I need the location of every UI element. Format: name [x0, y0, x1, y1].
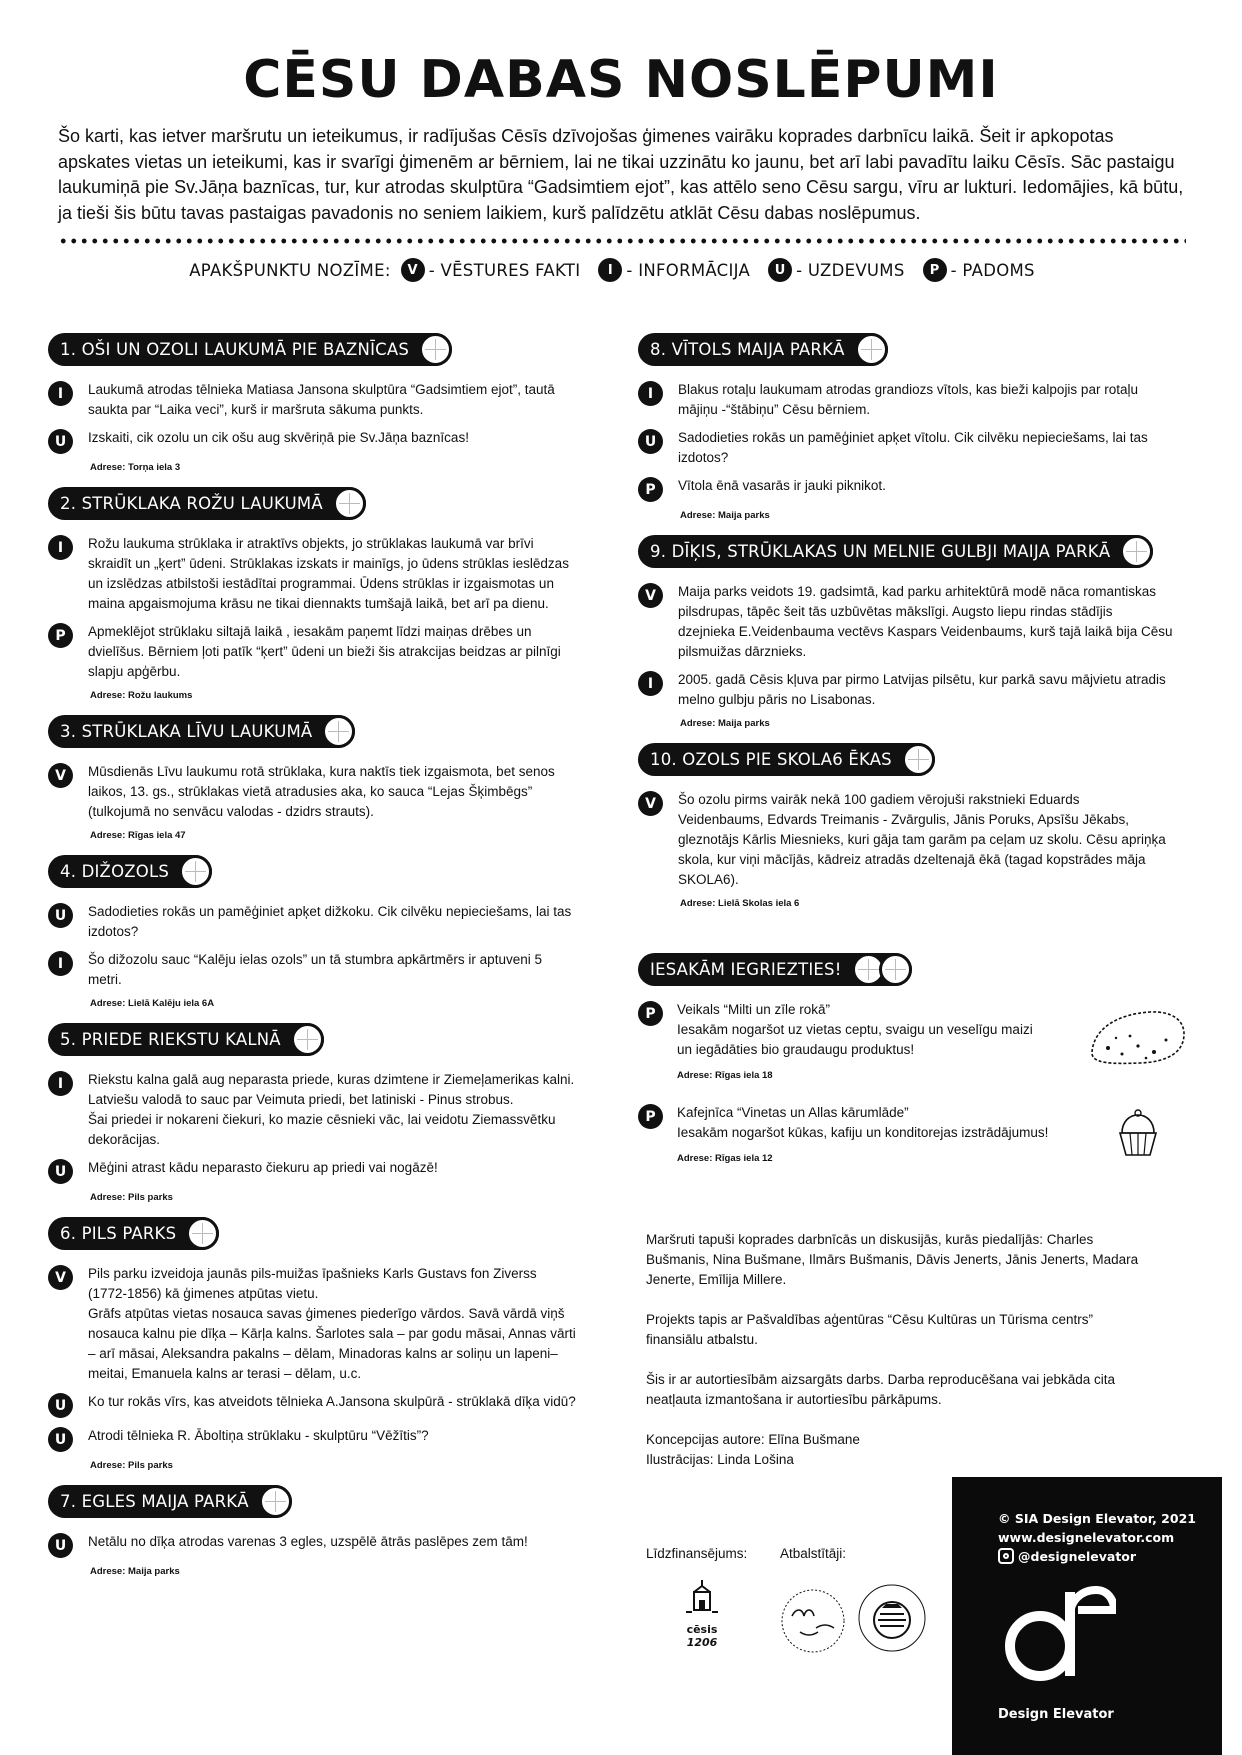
- v-badge-icon: V: [638, 791, 663, 816]
- entry: [48, 1070, 608, 1150]
- entry-text: Mūsdienās Līvu laukumu rotā strūklaka, kura naktīs tiek izgaismota, bet senos laikos, 13. gs., strūklakas vietā atradusies aka, ko sauca “Lejas Šķimbēgs” (tulkojumā no senvācu valodas - dzidrs strauts).: [88, 764, 555, 819]
- i-badge-icon: I: [638, 381, 663, 406]
- legend-text: - INFORMĀCIJA: [626, 260, 751, 280]
- crosshair-circle-icon: [291, 1023, 324, 1056]
- publisher-info: [998, 1509, 1196, 1566]
- entry: [638, 670, 1198, 710]
- entry-text: Sadodieties rokās un pamēģiniet apķet vītolu. Cik cilvēku nepieciešams, lai tas izdotos?: [678, 430, 1148, 465]
- intro-paragraph: Šo karti, kas ietver maršrutu un ieteikumus, ir radījušas Cēsīs dzīvojošas ģimenes vairāku koprades darbnīcu laikā. Šeit ir apkopotas apskates vietas un ieteikumi, kas ir svarīgi ģimenēm ar bērniem, lai ne tikai uzzinātu ko jaunu, bet arī labi pavadītu laiku Cēsīs. Sāc pastaigu laukumiņā pie Sv.Jāņa baznīcas, tur, kur atrodas skulptūra “Gadsimtiem ejot”, kas attēlo seno Cēsu sargu, vīru ar lukturi. Iedomājies, kā būtu, ja tieši šis būtu tavas pastaigas pavadonis no seniem laikiem, kurš palīdzētu atklāt Cēsu dabas noslēpumus.: [58, 126, 1184, 223]
- p-badge-icon: P: [638, 1001, 663, 1026]
- entry: [48, 428, 608, 454]
- entry: [638, 476, 1198, 502]
- section-5: [48, 1023, 608, 1203]
- cofinance-label: Līdzfinansējums:: [646, 1546, 748, 1561]
- section-1: [638, 333, 1198, 521]
- publisher-block: [952, 1477, 1222, 1755]
- section-title: 8. VĪTOLS MAIJA PARKĀ: [650, 340, 845, 359]
- entry-text: Izskaiti, cik ozolu un cik ošu aug skvēriņā pie Sv.Jāņa baznīcas!: [88, 430, 469, 445]
- section-heading: [48, 855, 212, 888]
- entry-text: Veikals “Milti un zīle rokā” Iesakām nogaršot uz vietas ceptu, svaigu un veselīgu maizi un iegādāties bio graudaugu produktus!: [677, 1002, 1033, 1057]
- crosshair-circle-icon: [322, 715, 355, 748]
- bread-illustration-icon: [1088, 1008, 1188, 1066]
- u-badge-icon: U: [768, 258, 792, 282]
- legend: [0, 258, 1242, 282]
- entry: [638, 380, 1198, 420]
- address: Adrese: Lielā Kalēju iela 6A: [90, 998, 215, 1009]
- right-column: [638, 333, 1198, 1182]
- cesis-logo-year: 1206: [686, 1636, 718, 1649]
- u-badge-icon: U: [48, 1393, 73, 1418]
- u-badge-icon: U: [48, 903, 73, 928]
- section-7: [48, 1485, 608, 1577]
- cesis-logo-text: cēsis: [686, 1623, 718, 1636]
- crosshair-circle-icon: [259, 1485, 292, 1518]
- entry: [48, 1392, 608, 1418]
- entry: [48, 762, 608, 822]
- u-badge-icon: U: [48, 429, 73, 454]
- entry: [48, 1264, 608, 1384]
- section-heading: [638, 535, 1153, 568]
- entry: [48, 1532, 608, 1558]
- legend-item-info: [598, 258, 750, 282]
- left-column: [48, 333, 608, 1591]
- i-badge-icon: I: [638, 671, 663, 696]
- u-badge-icon: U: [48, 1159, 73, 1184]
- entry: [48, 622, 608, 682]
- credits: [646, 1230, 1146, 1490]
- section-title: 1. OŠI UN OZOLI LAUKUMĀ PIE BAZNĪCAS: [60, 340, 410, 359]
- instagram-handle: @designelevator: [1018, 1549, 1137, 1564]
- address: Adrese: Rožu laukums: [90, 690, 193, 701]
- section-heading: [48, 333, 452, 366]
- legend-text: - UZDEVUMS: [796, 260, 905, 280]
- address: Adrese: Rīgas iela 18: [677, 1070, 773, 1081]
- legend-item-history: [401, 258, 581, 282]
- section-3: [48, 715, 608, 841]
- design-elevator-logo-icon: [998, 1582, 1116, 1686]
- v-badge-icon: V: [638, 583, 663, 608]
- credits-authors: Koncepcijas autore: Elīna Bušmane Ilustrācijas: Linda Lošina: [646, 1432, 860, 1467]
- v-badge-icon: V: [48, 1265, 73, 1290]
- section-1: [48, 333, 608, 473]
- section-title: 3. STRŪKLAKA LĪVU LAUKUMĀ: [60, 722, 313, 741]
- i-badge-icon: I: [48, 535, 73, 560]
- crosshair-circle-icon: [186, 1217, 219, 1250]
- section-2: [638, 535, 1198, 729]
- entry-text: Sadodieties rokās un pamēģiniet apķet dižkoku. Cik cilvēku nepieciešams, lai tas izdotos?: [88, 904, 572, 939]
- copyright-text: © SIA Design Elevator, 2021: [998, 1511, 1196, 1526]
- section-6: [48, 1217, 608, 1471]
- legend-text: - VĒSTURES FAKTI: [428, 260, 581, 280]
- section-heading: [638, 333, 888, 366]
- section-heading: [48, 487, 366, 520]
- credits-funding: Projekts tapis ar Pašvaldības aģentūras “Cēsu Kultūras un Tūrisma centrs” finansiālu atbalstu.: [646, 1312, 1093, 1347]
- entry: [638, 582, 1198, 662]
- section-title: 2. STRŪKLAKA ROŽU LAUKUMĀ: [60, 494, 323, 513]
- credits-copyright: Šis ir ar autortiesībām aizsargāts darbs. Darba reproducēšana vai jebkāda cita neatļauta izmantošana ir autortiesību pārkāpums.: [646, 1372, 1115, 1407]
- section-3: [638, 743, 1198, 909]
- entry-text: Šo dižozolu sauc “Kalēju ielas ozols” un tā stumbra apkārtmērs ir aptuveni 5 metri.: [88, 952, 542, 987]
- support-label: Atbalstītāji:: [780, 1546, 847, 1561]
- recommend-bakery: [638, 1000, 1198, 1085]
- entry-text: Kafejnīca “Vinetas un Allas kārumlāde” Iesakām nogaršot kūkas, kafiju un konditorejas izstrādājumus!: [677, 1105, 1049, 1140]
- legend-label: APAKŠPUNKTU NOZĪME:: [189, 260, 391, 280]
- address: Adrese: Rīgas iela 47: [90, 830, 186, 841]
- entry-text: Atrodi tēlnieka R. Āboltiņa strūklaku - skulptūru “Vēžītis”?: [88, 1428, 429, 1443]
- u-badge-icon: U: [48, 1533, 73, 1558]
- entry-text: Laukumā atrodas tēlnieka Matiasa Jansona skulptūra “Gadsimtiem ejot”, tautā saukta par “Laika veci”, kurš ir maršruta sākuma punkts.: [88, 382, 555, 417]
- entry: [48, 1426, 608, 1452]
- entry: [48, 1158, 608, 1184]
- i-badge-icon: I: [48, 381, 73, 406]
- section-title: 9. DĪĶIS, STRŪKLAKAS UN MELNIE GULBJI MAIJA PARKĀ: [650, 542, 1111, 561]
- i-badge-icon: I: [48, 1071, 73, 1096]
- entry-text: Mēģini atrast kādu neparasto čiekuru ap priedi vai nogāzē!: [88, 1160, 438, 1175]
- entry-text: Šo ozolu pirms vairāk nekā 100 gadiem vērojuši rakstnieki Eduards Veidenbaums, Edvards Treimanis - Zvārgulis, Jānis Poruks, Apsīšu Jēkabs, gleznotājs Kārlis Miesnieks, kuri gāja tam garām pa ceļam uz skolu. Cēsu apriņķa skola, kur viņi mācījās, kādreiz atradās dzeltenajā ēkā (tagad kopstrādes māja SKOLA6).: [678, 792, 1166, 887]
- section-2: [48, 487, 608, 701]
- recommend-heading: [638, 953, 912, 986]
- entry: [48, 902, 608, 942]
- u-badge-icon: U: [48, 1427, 73, 1452]
- address: Adrese: Torņa iela 3: [90, 462, 181, 473]
- section-title: IESAKĀM IEGRIEZTIES!: [650, 960, 842, 979]
- entry-text: Ko tur rokās vīrs, kas atveidots tēlnieka A.Jansona skulpūrā - strūklakā dīķa vidū?: [88, 1394, 576, 1409]
- crosshair-circle-icon: [333, 487, 366, 520]
- website-link[interactable]: www.designelevator.com: [998, 1530, 1175, 1545]
- entry-text: Vītola ēnā vasarās ir jauki piknikot.: [678, 478, 886, 493]
- crosshair-circle-icon: [902, 743, 935, 776]
- brand-name: Design Elevator: [998, 1707, 1114, 1722]
- p-badge-icon: P: [638, 1104, 663, 1129]
- i-badge-icon: I: [48, 951, 73, 976]
- cupcake-illustration-icon: [1116, 1109, 1160, 1159]
- address: Adrese: Maija parks: [680, 510, 770, 521]
- section-heading: [48, 715, 355, 748]
- cesis-logo: [666, 1580, 738, 1668]
- entry: [638, 428, 1198, 468]
- address: Adrese: Rīgas iela 12: [677, 1153, 773, 1164]
- crosshair-circle-icon: [419, 333, 452, 366]
- credits-participants: Maršruti tapuši koprades darbnīcās un diskusijās, kurās piedalījās: Charles Bušmanis, Nina Bušmane, Ilmārs Bušmanis, Dāvis Jenerts, Jānis Jenerts, Madara Jenerte, Emīlija Millere.: [646, 1232, 1139, 1287]
- address: Adrese: Pils parks: [90, 1460, 173, 1471]
- section-title: 6. PILS PARKS: [60, 1224, 177, 1243]
- section-title: 5. PRIEDE RIEKSTU KALNĀ: [60, 1030, 281, 1049]
- recommend-section: [638, 953, 1198, 1168]
- page-title: CĒSU DABAS NOSLĒPUMI: [243, 50, 999, 110]
- address: Adrese: Lielā Skolas iela 6: [680, 898, 800, 909]
- address: Adrese: Maija parks: [680, 718, 770, 729]
- entry-text: Riekstu kalna galā aug neparasta priede, kuras dzimtene ir Ziemeļamerikas kalni. Latviešu valodā to sauc par Veimuta priedi, bet latiniski - Pinus strobus. Šai priedei ir nokareni čiekuri, ko mazie cēsnieki vāc, lai veidotu Ziemassvētku dekorācijas.: [88, 1072, 575, 1147]
- section-heading: [48, 1217, 219, 1250]
- entry-text: Blakus rotaļu laukumam atrodas grandiozs vītols, kas bieži kalpojis par rotaļu mājiņu -“štābiņu” Cēsu bērniem.: [678, 382, 1138, 417]
- legend-item-task: [768, 258, 905, 282]
- legend-text: - PADOMS: [950, 260, 1035, 280]
- entry-text: Maija parks veidots 19. gadsimtā, kad parku arhitektūrā modē nāca romantiskas pilsdrupas, tāpēc šeit tās uzbūvētas mākslīgi. Augsto liepu rindas stādījis dzejnieka E.Veidenbauma vectēvs Kaspars Veidenbaums, kurš tajā laikā bija Cēsu pilsmuižas dārznieks.: [678, 584, 1173, 659]
- crosshair-circle-icon: [179, 855, 212, 888]
- milti-un-zile-logo: [778, 1586, 848, 1656]
- address: Adrese: Pils parks: [90, 1192, 173, 1203]
- dotted-divider: [58, 238, 1186, 244]
- v-badge-icon: V: [48, 763, 73, 788]
- crosshair-circle-icon: [1120, 535, 1153, 568]
- crosshair-circle-icon: [879, 953, 912, 986]
- v-badge-icon: V: [401, 258, 425, 282]
- section-title: 10. OZOLS PIE SKOLA6 ĒKAS: [650, 750, 892, 769]
- address: Adrese: Maija parks: [90, 1566, 180, 1577]
- entry: [48, 950, 608, 990]
- section-heading: [638, 743, 935, 776]
- entry: [48, 380, 608, 420]
- p-badge-icon: P: [48, 623, 73, 648]
- entry-text: Rožu laukuma strūklaka ir atraktīvs objekts, jo strūklakas laukumā var brīvi skraidīt un „ķert” ūdeni. Strūklakas izskats ir mainīgs, jo ūdens strūklas ieslēdzas un izslēdzas atbilstoši iestādītai programmai. Ūdens strūklas ir izgaismotas un maina apgaismojuma krāsu ne tikai diennakts tumšajā laikā, bet arī pa dienu.: [88, 536, 569, 611]
- entry: [48, 534, 608, 614]
- crosshair-circle-icon: [855, 333, 888, 366]
- recommend-cafe: [638, 1103, 1198, 1168]
- instagram-icon: [998, 1548, 1014, 1564]
- section-heading: [48, 1485, 292, 1518]
- legend-item-tip: [923, 258, 1035, 282]
- section-4: [48, 855, 608, 1009]
- i-badge-icon: I: [598, 258, 622, 282]
- u-badge-icon: U: [638, 429, 663, 454]
- entry: [638, 790, 1198, 890]
- instagram-link[interactable]: [998, 1547, 1196, 1566]
- section-title: 7. EGLES MAIJA PARKĀ: [60, 1492, 249, 1511]
- cesis-castle-icon: [682, 1580, 722, 1620]
- section-title: 4. DIŽOZOLS: [60, 862, 170, 881]
- entry-text: Apmeklējot strūklaku siltajā laikā , iesakām paņemt līdzi maiņas drēbes un dvielīšus. Bērniem ļoti patīk “ķert” ūdeni un bieži šis atrakcijas beidzas ar pilnīgi slapju apģērbu.: [88, 624, 561, 679]
- entry-text: Pils parku izveidoja jaunās pils-muižas īpašnieks Karls Gustavs fon Ziverss (1772-1856) kā ģimenes atpūtas vietu. Grāfs atpūtas vietas nosauca savas ģimenes piederīgo vārdos. Savā vārdā viņš nosauca kalnu pie dīķa – Kārļa kalns. Šarlotes sala – par godu māsai, Annas vārti – arī māsai, Aleksandra pakalns – dēlam, Minadoras kalns ar soliņu un lapeni– meitai, Emanuela kalns ar terasi – dēlam, u.c.: [88, 1266, 576, 1381]
- entry-text: 2005. gadā Cēsis kļuva par pirmo Latvijas pilsētu, kur parkā savu mājvietu atradis melno gulbju pāris no Lisabonas.: [678, 672, 1166, 707]
- p-badge-icon: P: [638, 477, 663, 502]
- p-badge-icon: P: [923, 258, 947, 282]
- cafe-stamp-logo: [856, 1582, 928, 1654]
- entry-text: Netālu no dīķa atrodas varenas 3 egles, uzspēlē ātrās paslēpes zem tām!: [88, 1534, 528, 1549]
- section-heading: [48, 1023, 324, 1056]
